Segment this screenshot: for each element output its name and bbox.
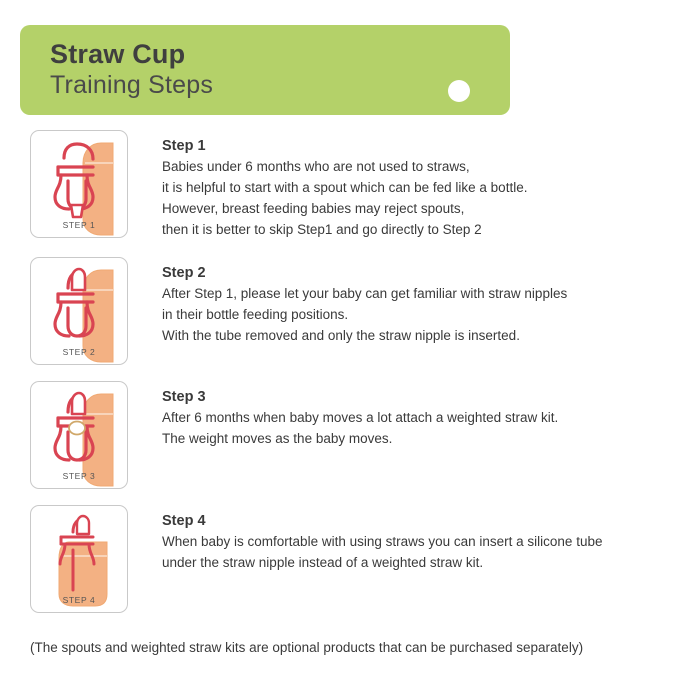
thumbnail-caption: STEP 3 — [62, 470, 96, 481]
step-line: When baby is comfortable with using straws you can insert a silicone tube — [162, 533, 603, 549]
bottle-with-weighted-straw-kit-icon — [30, 381, 128, 489]
thumbnail-caption: STEP 2 — [62, 346, 96, 357]
step-text-block — [162, 505, 679, 574]
thumbnail-caption: STEP 1 — [62, 220, 96, 230]
list-item — [0, 130, 679, 241]
step-title: Step 3 — [162, 388, 206, 405]
step-line: After Step 1, please let your baby can get familiar with straw nipples — [162, 285, 568, 301]
list-item — [0, 505, 679, 613]
step-text-block — [162, 130, 679, 241]
step-line: then it is better to skip Step1 and go directly to Step 2 — [162, 221, 482, 237]
step-line: it is helpful to start with a spout which can be fed like a bottle. — [162, 179, 528, 195]
step-line: With the tube removed and only the straw nipple is inserted. — [162, 327, 520, 343]
list-item — [0, 381, 679, 489]
list-item — [0, 257, 679, 365]
step-title: Step 1 — [162, 138, 206, 154]
step-title: Step 4 — [162, 512, 206, 529]
step-line: Babies under 6 months who are not used to straws, — [162, 159, 470, 174]
step-line: After 6 months when baby moves a lot attach a weighted straw kit. — [162, 409, 559, 425]
step-line: The weight moves as the baby moves. — [162, 430, 393, 446]
step-text-block — [162, 257, 679, 347]
bottle-with-spout-icon — [30, 130, 128, 238]
step-text-block — [162, 381, 679, 450]
bottle-with-silicone-tube-icon — [30, 505, 128, 613]
footer-note: (The spouts and weighted straw kits are optional products that can be purchased separately) — [30, 640, 584, 655]
bottle-with-straw-nipple-icon — [30, 257, 128, 365]
step-title: Step 2 — [162, 264, 206, 281]
steps-list — [0, 130, 679, 629]
header-banner — [20, 25, 510, 115]
page-subtitle: Training Steps — [50, 71, 214, 100]
page-title: Straw Cup — [50, 39, 186, 69]
step-line: However, breast feeding babies may reject spouts, — [162, 200, 465, 216]
thumbnail-caption: STEP 4 — [62, 594, 96, 605]
step-line: in their bottle feeding positions. — [162, 306, 349, 322]
step-line: under the straw nipple instead of a weighted straw kit. — [162, 554, 484, 570]
circle-icon — [448, 80, 470, 102]
